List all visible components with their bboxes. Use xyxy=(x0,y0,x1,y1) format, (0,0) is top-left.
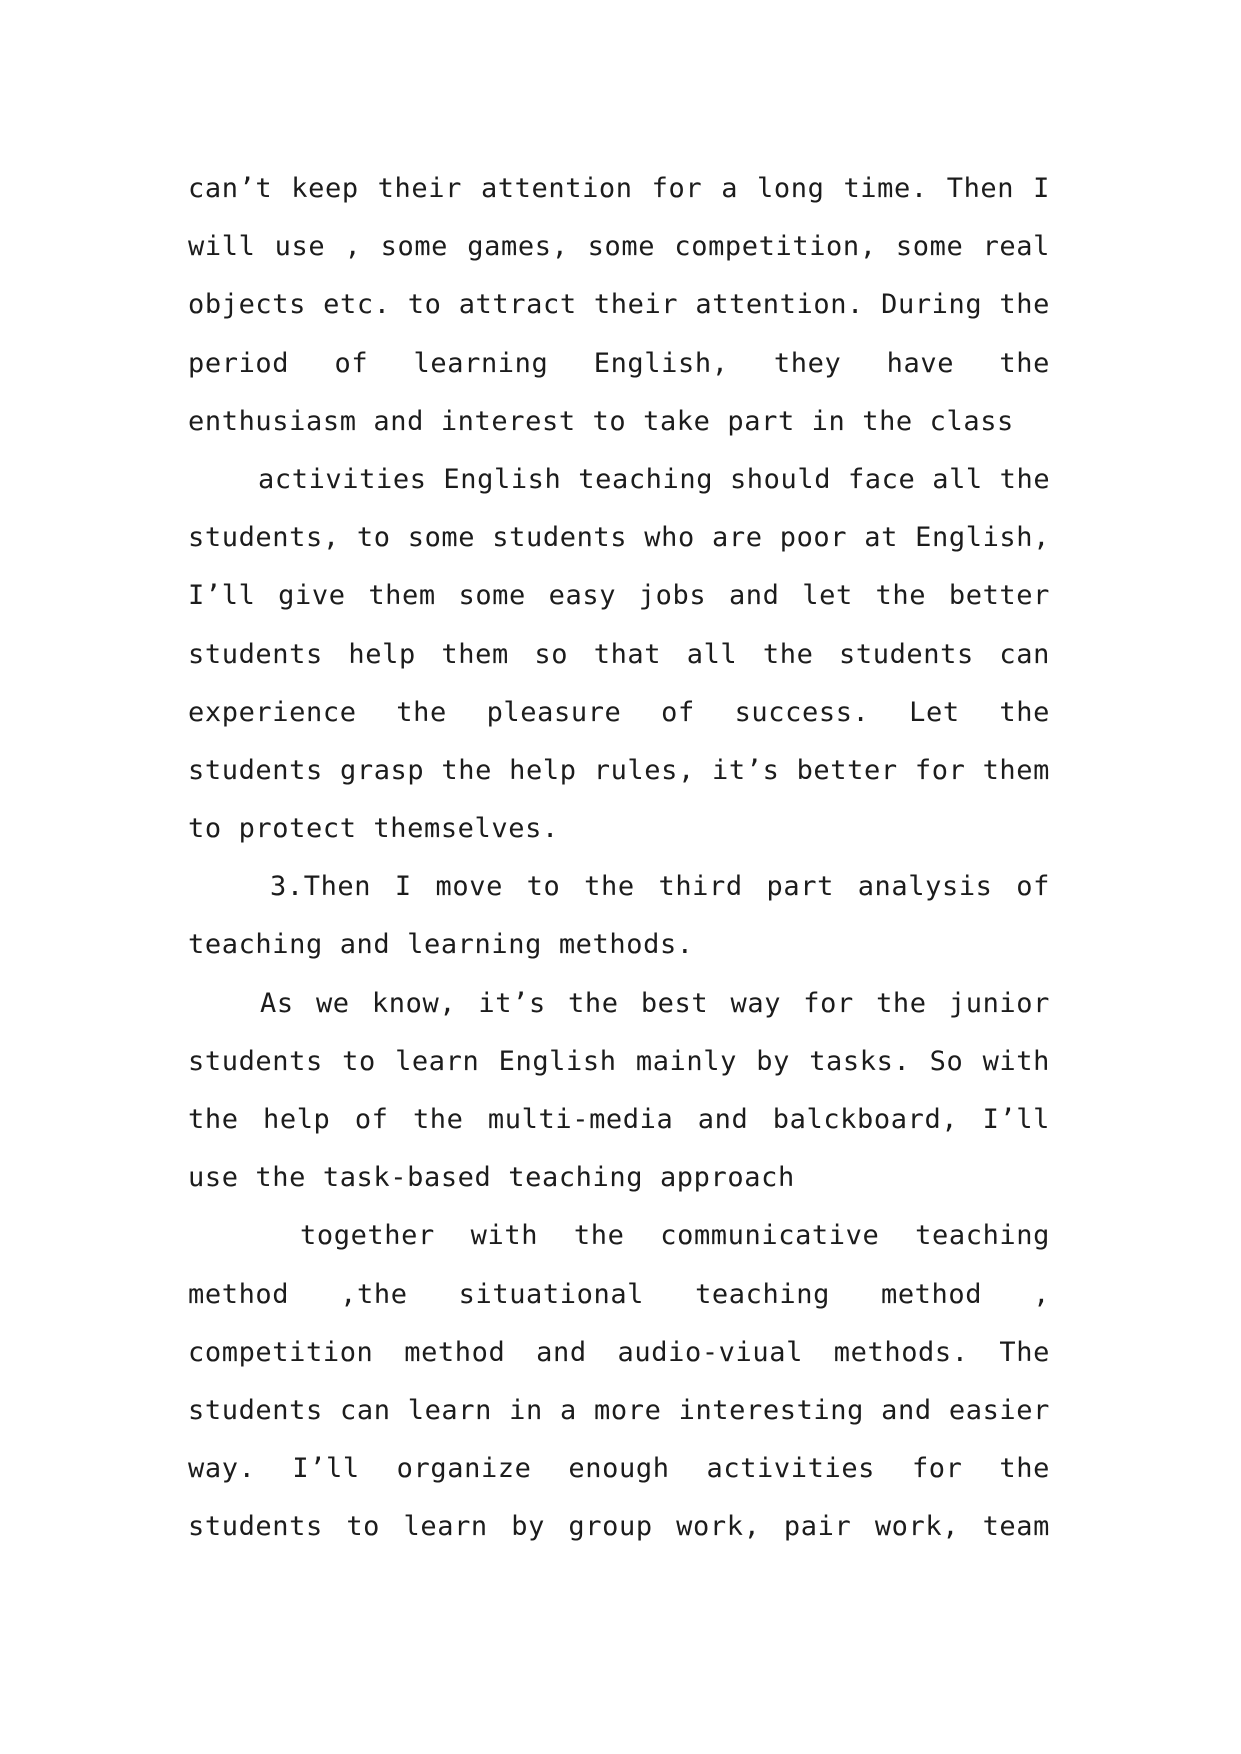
text-line: will use , some games, some competition, some real xyxy=(188,231,1050,263)
text-line: enthusiasm and interest to take part in the class xyxy=(188,405,1014,437)
text-line: the help of the multi-media and balckboard, I’ll xyxy=(188,1104,1050,1135)
text-line: way. I’ll organize enough activities for the xyxy=(188,1453,1050,1485)
text-line: students can learn in a more interesting and easier xyxy=(188,1394,1050,1426)
text-line: can’t keep their attention for a long time. Then I xyxy=(188,173,1050,204)
text-line: I’ll give them some easy jobs and let the better xyxy=(188,580,1050,612)
text-line: students help them so that all the students can xyxy=(188,638,1050,670)
text-line: As we know, it’s the best way for the junior xyxy=(260,987,1050,1019)
text-line: 3.Then I move to the third part analysis of xyxy=(270,871,1050,903)
text-line: students to learn English mainly by tasks. So with xyxy=(188,1045,1050,1077)
text-line: competition method and audio-viual methods. The xyxy=(188,1336,1050,1368)
text-line: activities English teaching should face all the xyxy=(258,463,1051,495)
text-line: students grasp the help rules, it’s better for them xyxy=(188,754,1050,786)
text-line: objects etc. to attract their attention. During the xyxy=(188,289,1050,321)
text-line: period of learning English, they have the xyxy=(188,347,1050,379)
text-line: teaching and learning methods. xyxy=(188,929,694,961)
text-line: use the task-based teaching approach xyxy=(188,1162,795,1194)
text-line: students, to some students who are poor at English, xyxy=(188,522,1050,554)
text-line: experience the pleasure of success. Let the xyxy=(188,696,1050,728)
text-line: method ,the situational teaching method , xyxy=(188,1278,1050,1310)
text-line: together with the communicative teaching xyxy=(300,1220,1050,1252)
text-line: to protect themselves. xyxy=(188,813,559,845)
text-line: students to learn by group work, pair work, team xyxy=(188,1511,1050,1543)
body-text xyxy=(188,160,1050,1557)
